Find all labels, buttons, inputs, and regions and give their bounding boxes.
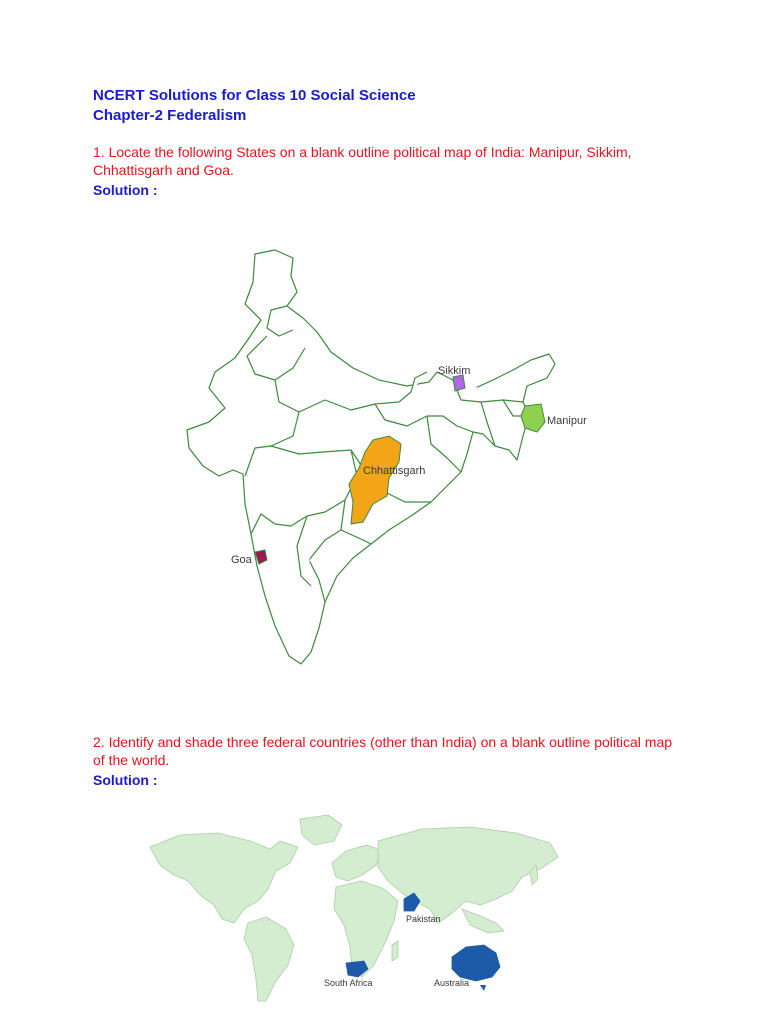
south-america bbox=[244, 917, 294, 1001]
india-map bbox=[175, 240, 615, 680]
sikkim-label: Sikkim bbox=[438, 365, 471, 377]
australia-shape bbox=[452, 945, 500, 981]
goa-label: Goa bbox=[231, 554, 252, 566]
solution-label-2: Solution : bbox=[93, 772, 158, 788]
pakistan-label: Pakistan bbox=[406, 914, 441, 924]
tasmania-shape bbox=[480, 985, 486, 991]
title-line-1: NCERT Solutions for Class 10 Social Science bbox=[93, 87, 416, 104]
madagascar bbox=[392, 941, 398, 961]
south-africa-label: South Africa bbox=[324, 978, 373, 988]
solution-label-1: Solution : bbox=[93, 182, 158, 198]
europe bbox=[332, 845, 384, 881]
manipur-shape bbox=[521, 404, 545, 432]
question-1: 1. Locate the following States on a blank outline political map of India: Manipur, Sikkim, Chhattisgarh and Goa. bbox=[93, 144, 632, 178]
title-line-2: Chapter-2 Federalism bbox=[93, 107, 247, 124]
southeast-asia bbox=[462, 909, 504, 933]
north-america bbox=[150, 833, 298, 923]
question-2: 2. Identify and shade three federal countries (other than India) on a blank outline political map of the world. bbox=[93, 734, 673, 768]
world-map bbox=[140, 805, 570, 1005]
africa bbox=[334, 881, 398, 977]
australia-label: Australia bbox=[434, 978, 470, 988]
manipur-label: Manipur bbox=[547, 415, 587, 427]
page-title bbox=[93, 86, 416, 126]
chhattisgarh-label: Chhattisgarh bbox=[363, 465, 426, 477]
sikkim-shape bbox=[453, 375, 465, 391]
greenland bbox=[300, 815, 342, 845]
